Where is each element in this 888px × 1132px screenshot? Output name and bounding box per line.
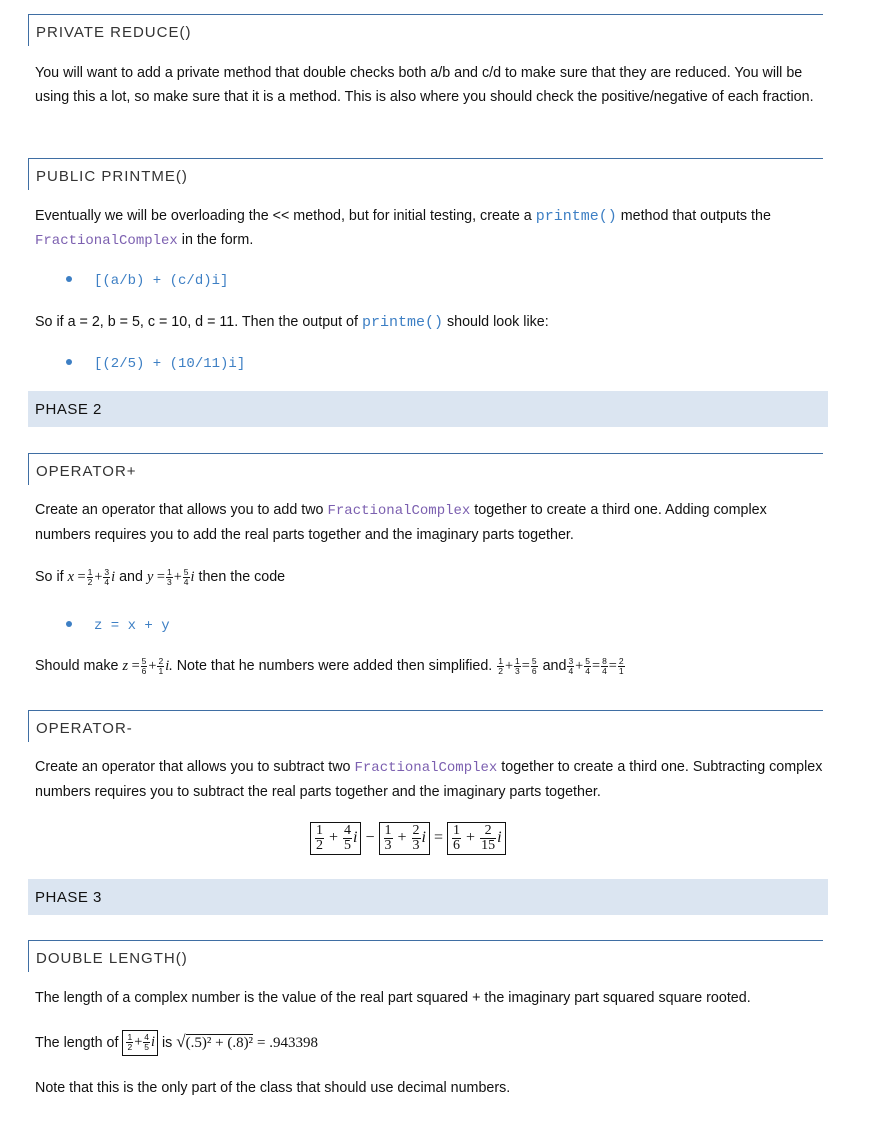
operator-plus-result: Should make z = $\frac{5}{6}$ + $\frac{2}{1}$ i. Note that he numbers were added then simplified. $\frac{1}{2}$ + $\frac{1}{3}$ = $\frac{5}{6}$ and $\frac{3}{4}$ + $\frac{5}{4}$ = $\frac{8}{4}$ = $\frac{2}{1}$ (35, 655, 624, 676)
printme-example-code: printme() (361, 314, 443, 331)
frac-1-2: $\frac{1}{2}$ (498, 655, 503, 676)
subtraction-equation: $\frac{1}{2}$ + $\frac{4}{5}$ i − $\frac{1}{3}$ + $\frac{2}{3}$ i = $\frac{1}{6}$ + $\frac{2}{15}$ i (310, 822, 506, 855)
should-make-label: Should make (35, 658, 119, 674)
fractional-complex-code: FractionalComplex (354, 760, 498, 776)
printme-example-2: should look like: (446, 314, 549, 330)
operator-plus-body (35, 499, 825, 547)
sqrt-expression: (.5)² + (.8)² (185, 1035, 254, 1051)
opplus-body-2: together to create a third one. Adding complex numbers requires you to add the real parts together and the imaginary parts together. (35, 502, 767, 543)
length-result: = .943398 (257, 1035, 319, 1051)
phase-2-label: PHASE 2 (35, 401, 102, 418)
bullet-code (66, 616, 170, 634)
math-x-eq: x = (67, 569, 86, 585)
printme-example (35, 311, 825, 335)
bracket-term-3: $\frac{1}{6}$ + $\frac{2}{15}$ i (447, 822, 505, 855)
operator-minus-body (35, 756, 825, 804)
is-label: is (161, 1035, 173, 1051)
so-if-label: So if (35, 569, 64, 585)
heading-text: OPERATOR- (36, 720, 133, 737)
bullet-dot (66, 276, 72, 282)
printme-intro (35, 205, 825, 253)
frac-5-6: $\frac{5}{6}$ (531, 655, 537, 676)
frac-2-1: $\frac{2}{1}$ (618, 655, 624, 676)
heading-text: DOUBLE LENGTH() (36, 950, 188, 967)
frac-2-1: $\frac{2}{1}$ (158, 655, 164, 676)
bullet-output-text: [(2/5) + (10/11)i] (94, 356, 246, 372)
length-example (35, 1030, 825, 1056)
frac-3-4: $\frac{3}{4}$ (104, 566, 110, 587)
section-heading-reduce (28, 14, 823, 46)
math-z-eq: z = (122, 658, 140, 674)
bracket-term-1: $\frac{1}{2}$ + $\frac{4}{5}$ i (310, 822, 361, 855)
fractional-complex-code: FractionalComplex (35, 232, 178, 249)
bullet-form (66, 271, 228, 289)
printme-intro-2: method that outputs the (620, 208, 771, 224)
operator-plus-example: So if x = $\frac{1}{2}$ + $\frac{3}{4}$ i and y = $\frac{1}{3}$ + $\frac{5}{4}$ i then the code (35, 566, 286, 587)
fractional-complex-code: FractionalComplex (327, 503, 471, 519)
printme-intro-3: in the form. (177, 231, 254, 248)
frac-5-4: $\frac{5}{4}$ (585, 655, 590, 676)
phase-3-label: PHASE 3 (35, 889, 102, 906)
note-label: Note that he numbers were added then simplified. (176, 658, 493, 674)
reduce-body: You will want to add a private method that double checks both a/b and c/d to make sure that they are reduced. You will be using this a lot, so make sure that it is a method. This is also where you should check the positive/negative of each fraction. (35, 65, 814, 105)
bullet-output (66, 354, 245, 372)
opminus-body-2: together to create a third one. Subtracting complex numbers requires you to subtract the real parts together and the imaginary parts together. (35, 759, 823, 800)
bracket-length-term: $\frac{1}{2}$ + $\frac{4}{5}$ i (122, 1030, 158, 1056)
and-label: and (119, 569, 143, 585)
phase-2-band (28, 391, 828, 427)
section-heading-operator-minus (28, 710, 823, 742)
heading-text: PRIVATE REDUCE() (36, 24, 192, 41)
bullet-dot (66, 621, 72, 627)
frac-5-6: $\frac{5}{6}$ (141, 655, 147, 676)
phase-3-band (28, 879, 828, 915)
frac-1-2: $\frac{1}{2}$ (87, 566, 93, 587)
opplus-body-1: Create an operator that allows you to add two (35, 502, 324, 518)
section-heading-printme (28, 158, 823, 190)
bullet-form-text: [(a/b) + (c/d)i] (94, 273, 229, 289)
printme-example-1: So if a = 2, b = 5, c = 10, d = 11. Then the output of (35, 314, 358, 330)
heading-text: PUBLIC PRINTME() (36, 168, 188, 185)
frac-8-4: $\frac{8}{4}$ (602, 655, 607, 676)
length-body: The length of a complex number is the value of the real part squared + the imaginary part squared square rooted. (35, 990, 751, 1006)
bullet-code-text: z = x + y (94, 618, 170, 634)
sqrt-icon: √ (176, 1032, 186, 1051)
printme-intro-1: Eventually we will be overloading the << method, but for initial testing, create a (35, 208, 532, 224)
frac-1-3: $\frac{1}{3}$ (515, 655, 520, 676)
and-word: and (542, 658, 567, 674)
length-of-label: The length of (35, 1035, 119, 1051)
printme-method-code: printme() (535, 208, 617, 225)
bullet-dot (66, 359, 72, 365)
frac-3-4: $\frac{3}{4}$ (568, 655, 574, 676)
section-heading-length (28, 940, 823, 972)
frac-1-3: $\frac{1}{3}$ (166, 566, 172, 587)
math-y-eq: y = (146, 569, 165, 585)
then-code-label: then the code (198, 569, 286, 585)
heading-text: OPERATOR+ (36, 463, 137, 480)
opminus-body-1: Create an operator that allows you to subtract two (35, 759, 351, 775)
section-heading-operator-plus (28, 453, 823, 485)
bracket-term-2: $\frac{1}{3}$ + $\frac{2}{3}$ i (379, 822, 430, 855)
length-note: Note that this is the only part of the class that should use decimal numbers. (35, 1080, 511, 1096)
frac-5-4: $\frac{5}{4}$ (183, 566, 189, 587)
